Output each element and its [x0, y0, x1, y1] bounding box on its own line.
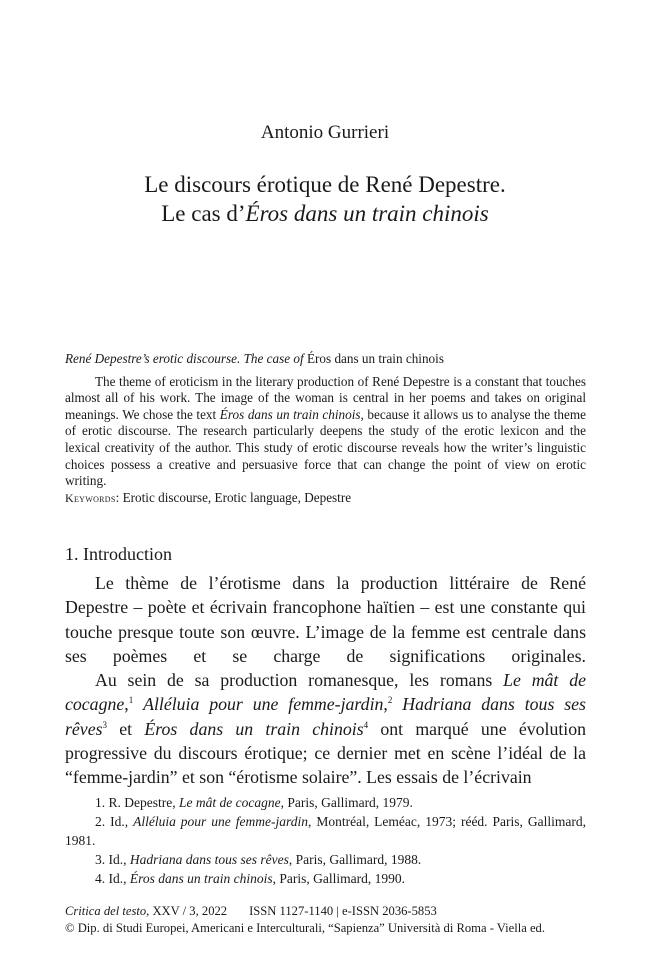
title-line-2	[0, 199, 650, 228]
footnote-ref-2[interactable]: 2	[387, 695, 393, 706]
abstract-text-italic: Éros dans un train chinois	[219, 406, 361, 422]
title-line-2-italic: Éros dans un train chinois	[245, 201, 489, 226]
footer-copyright: © Dip. di Studi Europei, Americani e Interculturali, “Sapienza” Università di Roma - Viella ed.	[65, 921, 546, 935]
footnotes	[65, 793, 586, 888]
p2-text-a: Au sein de sa production romanesque, les romans	[95, 670, 504, 691]
footnote-4-post: , Paris, Gallimard, 1990.	[272, 871, 405, 886]
footnote-ref-1[interactable]: 1	[128, 695, 134, 706]
abstract-text-b: , because it allows us to analyse the theme of erotic discourse. The research particularly deepens the study of the erotic lexicon and the lexical creativity of the author. This study of erotic discourse reveals how the writer’s linguistic choices possess a creative and persuasive force that can change the point of view on erotic writing.	[65, 406, 586, 489]
footnote-1-post: , Paris, Gallimard, 1979.	[280, 795, 413, 810]
footnote-ref-3[interactable]: 3	[102, 719, 108, 730]
abstract	[65, 351, 586, 506]
abstract-heading-italic: René Depestre’s erotic discourse. The case of	[65, 351, 307, 366]
footnote-2-post: , Montréal, Leméac, 1973; rééd. Paris, Gallimard, 1981.	[65, 814, 586, 848]
p2-et: et	[107, 718, 145, 739]
abstract-heading	[65, 351, 586, 368]
p2-title-3: Hadriana dans tous ses rêves	[65, 694, 586, 739]
footnote-ref-4[interactable]: 4	[363, 719, 369, 730]
footnote-3-post: , Paris, Gallimard, 1988.	[288, 852, 422, 867]
footer-journal-line	[65, 903, 586, 920]
abstract-heading-plain: Éros dans un train chinois	[306, 351, 444, 366]
footnote-1-title: Le mât de cocagne	[178, 795, 281, 810]
p2-title-2: Alléluia pour une femme-jardin	[143, 694, 384, 715]
title-line-2-plain: Le cas d’	[161, 201, 246, 226]
abstract-text-a: The theme of eroticism in the literary production of René Depestre is a constant that touches almost all of his work. The image of the woman is central in her poems and takes on original meanings. We chose the text	[65, 373, 586, 422]
footnote-2	[65, 812, 586, 850]
footnote-3-pre: 3. Id.,	[95, 852, 130, 867]
section-heading: 1. Introduction	[65, 544, 172, 564]
title-line-1: Le discours érotique de René Depestre.	[144, 172, 506, 197]
keywords-line: Keywords: Erotic discourse, Erotic language, Depestre	[65, 489, 352, 505]
paragraph-2: Au sein de sa production romanesque, les romans Le mât de cocagne,$^1$ Alléluia pour une femme-jardin,$^2$ Hadriana dans tous ses rêves$^3$ et Éros dans un train chinois$^4$ ont marqué une évolution progressive du discours érotique; ce dernier met en scène l’idéal de la “femme-jardin” et son “érotisme solaire”. Les essais de l’écrivain	[65, 670, 586, 788]
paper-title	[0, 170, 650, 228]
footnote-1	[65, 793, 586, 812]
p2-text-b: ont marqué une évolution progressive du discours érotique; ce dernier met en scène l’idéal de la “femme-jardin” et son “érotisme solaire”. Les essais de l’écrivain	[65, 718, 586, 788]
author-name: Antonio Gurrieri	[260, 122, 390, 143]
footnote-2-title: Alléluia pour une femme-jardin	[133, 814, 308, 829]
keywords-list: Erotic discourse, Erotic language, Depestre	[122, 489, 352, 505]
p2-title-1: Le mât de cocagne	[65, 670, 586, 715]
footnote-2-pre: 2. Id.,	[95, 814, 134, 829]
abstract-text	[65, 374, 586, 490]
journal-name: Critica del testo	[65, 904, 147, 918]
journal-issn: ISSN 1127-1140 | e-ISSN 2036-5853	[249, 904, 437, 918]
footnote-4	[65, 869, 586, 888]
footnote-1-pre: 1. R. Depestre,	[95, 795, 179, 810]
body-text	[65, 571, 586, 790]
footnote-3-title: Hadriana dans tous ses rêves	[129, 852, 289, 867]
p2-title-4: Éros dans un train chinois	[144, 718, 364, 739]
page-footer	[65, 903, 586, 937]
footnote-4-title: Éros dans un train chinois	[129, 871, 273, 886]
keywords-label: Keywords	[65, 490, 116, 505]
footnote-4-pre: 4. Id.,	[95, 871, 130, 886]
footnote-3	[65, 850, 586, 869]
journal-issue: , XXV / 3, 2022	[146, 904, 228, 918]
paragraph-1: Le thème de l’érotisme dans la production littéraire de René Depestre – poète et écrivain francophone haïtien – est une constante qui touche presque toute son œuvre. L’image de la femme est centrale dans ses poèmes et se charge de significations originales.	[65, 573, 586, 666]
